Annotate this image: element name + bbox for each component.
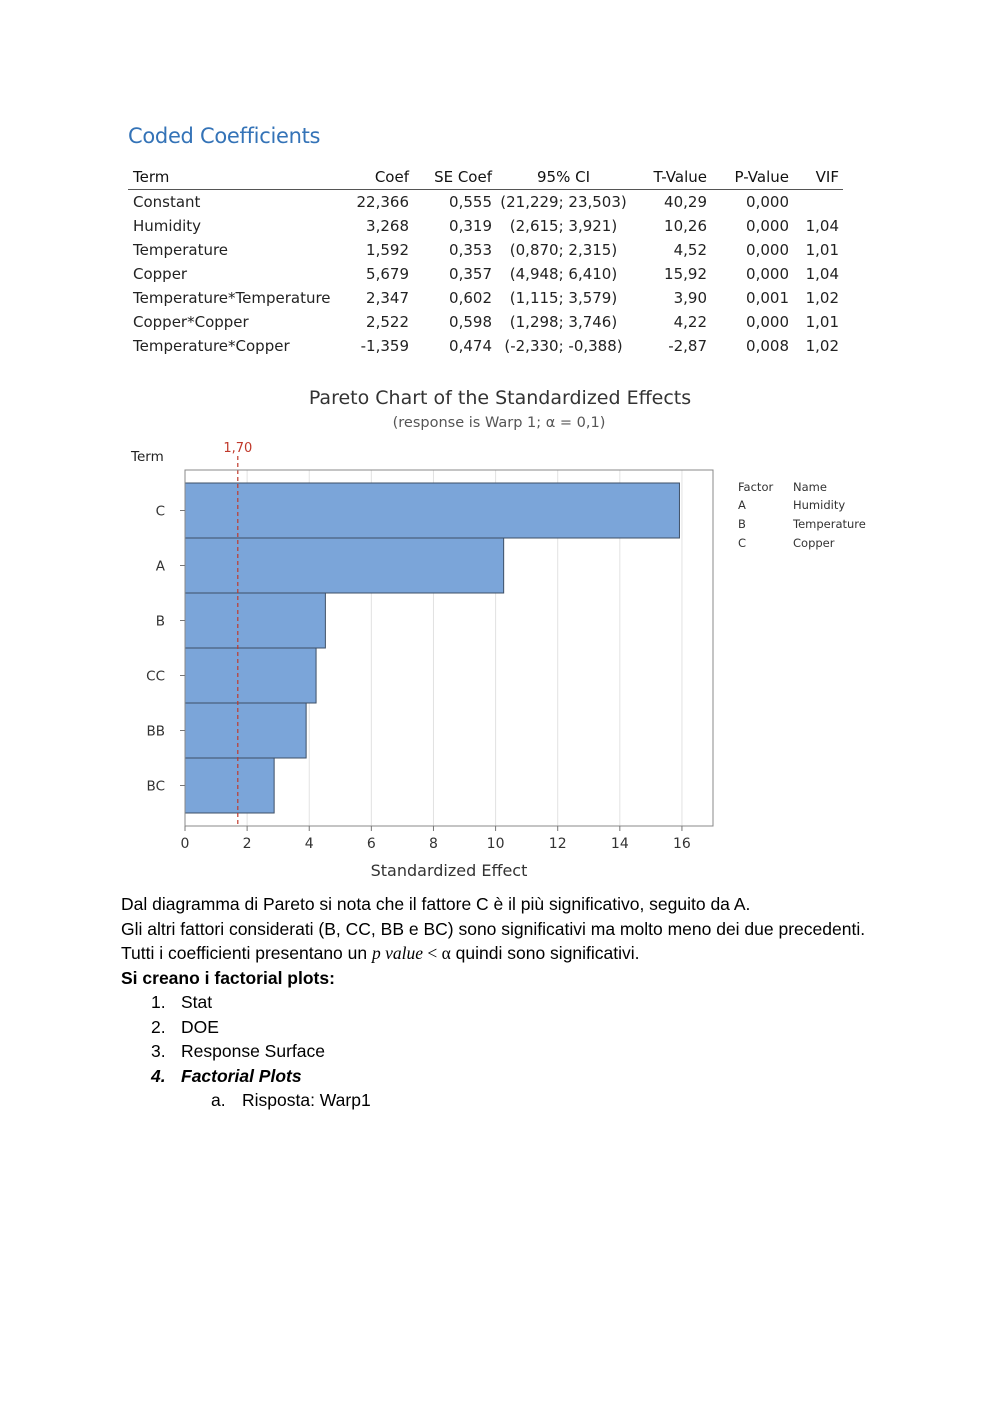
cell-p-value: 0,000 (746, 265, 789, 283)
table-row (128, 286, 843, 310)
cell-coef: 5,679 (366, 265, 409, 283)
cell-term: Copper (133, 265, 188, 283)
cell-vif: 1,01 (805, 241, 839, 259)
cell-term: Humidity (133, 217, 202, 235)
legend-name-a: Humidity (793, 498, 846, 512)
reference-line-label: 1,70 (223, 441, 253, 456)
cell-coef: -1,359 (360, 337, 409, 355)
step-label: Response Surface (181, 1041, 325, 1061)
cell-vif: 1,01 (805, 313, 839, 331)
table-row (128, 310, 843, 334)
cell-ci: (0,870; 2,315) (509, 241, 618, 259)
x-tick-label: 2 (242, 836, 252, 852)
cell-se-coef: 0,319 (449, 217, 492, 235)
bar-c (185, 483, 679, 538)
cell-p-value: 0,000 (746, 217, 789, 235)
header-se-coef: SE Coef (409, 165, 492, 190)
cell-p-value: 0,000 (746, 193, 789, 211)
y-axis-title: Term (131, 449, 164, 465)
legend-factor-c: C (738, 536, 747, 550)
header-vif: VIF (789, 165, 843, 190)
cell-ci: (1,115; 3,579) (509, 289, 618, 307)
p-value-text-before: Tutti i coefficienti presentano un (121, 943, 372, 963)
cell-coef: 2,347 (366, 289, 409, 307)
x-axis-ticks (181, 826, 691, 852)
cell-coef: 22,366 (356, 193, 409, 211)
p-value-operator: < α (423, 943, 451, 963)
paragraph-other-factors: Gli altri fattori considerati (B, CC, BB e BC) sono significativi ma molto meno dei due precedenti. (121, 918, 866, 939)
table-row (128, 190, 843, 215)
cell-p-value: 0,000 (746, 241, 789, 259)
list-item (121, 1015, 881, 1040)
coefficients-table (128, 165, 843, 358)
cell-t-value: -2,87 (668, 337, 707, 355)
cell-vif: 1,02 (805, 289, 839, 307)
legend-header-factor: Factor (738, 480, 774, 494)
x-tick-label: 16 (673, 836, 691, 852)
x-axis-title: Standardized Effect (370, 861, 528, 880)
cell-coef: 1,592 (366, 241, 409, 259)
legend-factor-b: B (738, 517, 746, 531)
document-body (121, 892, 881, 1113)
chart-bars (185, 483, 679, 813)
y-axis-ticks (146, 504, 185, 795)
table-row (128, 214, 843, 238)
cell-ci: (-2,330; -0,388) (504, 337, 623, 355)
legend-name-b: Temperature (793, 517, 866, 531)
cell-p-value: 0,000 (746, 313, 789, 331)
step-label: Stat (181, 992, 213, 1012)
cell-vif: 1,04 (805, 265, 839, 283)
cell-coef: 3,268 (366, 217, 409, 235)
header-p-value: P-Value (707, 165, 789, 190)
x-tick-label: 0 (180, 836, 190, 852)
x-tick-label: 6 (366, 836, 376, 852)
step-label: DOE (181, 1016, 219, 1037)
cell-se-coef: 0,555 (449, 193, 492, 211)
steps-heading: Si creano i factorial plots: (121, 967, 335, 988)
table-header-row (128, 165, 843, 190)
step-number: 2. (151, 1016, 166, 1037)
x-tick-label: 12 (548, 836, 567, 852)
y-tick-label: BB (146, 723, 165, 740)
chart-legend (738, 480, 866, 550)
bar-bc (185, 758, 274, 813)
x-tick-label: 4 (304, 836, 314, 852)
cell-ci: (21,229; 23,503) (500, 193, 627, 211)
header-t-value: T-Value (635, 165, 707, 190)
x-tick-label: 8 (429, 836, 438, 852)
header-term: Term (128, 165, 345, 190)
cell-t-value: 3,90 (673, 289, 707, 307)
cell-se-coef: 0,602 (449, 289, 492, 307)
legend-factor-a: A (738, 498, 746, 512)
header-ci: 95% CI (492, 165, 635, 190)
table-row (128, 334, 843, 358)
chart-title: Pareto Chart of the Standardized Effects (308, 387, 692, 409)
table-row (128, 262, 843, 286)
sub-steps-list (121, 1088, 881, 1113)
cell-se-coef: 0,474 (449, 337, 492, 355)
bar-bb (185, 703, 306, 758)
step-label: Factorial Plots (181, 1065, 302, 1086)
cell-ci: (4,948; 6,410) (509, 265, 618, 283)
list-item (121, 1088, 881, 1113)
paragraph-p-value (121, 941, 881, 966)
cell-t-value: 4,22 (673, 313, 707, 331)
chart-subtitle: (response is Warp 1; α = 0,1) (392, 415, 606, 431)
cell-vif (789, 190, 843, 215)
cell-p-value: 0,001 (746, 289, 789, 307)
y-tick-label: CC (146, 668, 165, 685)
cell-vif: 1,04 (805, 217, 839, 235)
y-tick-label: A (155, 558, 165, 575)
y-tick-label: B (155, 613, 165, 630)
cell-term: Temperature*Copper (133, 337, 290, 355)
cell-term: Temperature*Temperature (133, 289, 331, 307)
cell-term: Constant (133, 193, 201, 211)
steps-list (121, 990, 881, 1088)
step-number: 1. (151, 992, 166, 1012)
cell-t-value: 4,52 (673, 241, 707, 259)
cell-t-value: 10,26 (664, 217, 707, 235)
x-tick-label: 10 (486, 836, 505, 852)
table-row (128, 238, 843, 262)
cell-se-coef: 0,357 (449, 265, 492, 283)
list-item (121, 1039, 881, 1064)
cell-se-coef: 0,353 (449, 241, 492, 259)
paragraph-pareto-conclusion: Dal diagramma di Pareto si nota che il fattore C è il più significativo, seguito da A. (121, 894, 751, 914)
list-item (121, 1064, 881, 1089)
step-number: 4. (151, 1065, 166, 1086)
bar-b (185, 593, 325, 648)
substep-number: a. (211, 1090, 226, 1110)
cell-p-value: 0,008 (746, 337, 789, 355)
cell-t-value: 15,92 (664, 265, 707, 283)
legend-header-name: Name (793, 480, 827, 494)
bar-cc (185, 648, 316, 703)
y-tick-label: C (155, 503, 165, 520)
cell-vif: 1,02 (805, 337, 839, 355)
step-number: 3. (151, 1041, 166, 1061)
substep-label: Risposta: Warp1 (242, 1090, 371, 1110)
legend-name-c: Copper (793, 536, 835, 550)
cell-ci: (1,298; 3,746) (509, 313, 618, 331)
header-coef: Coef (345, 165, 409, 190)
bar-a (185, 538, 504, 593)
list-item (121, 990, 881, 1015)
coded-coefficients-title: Coded Coefficients (128, 124, 321, 148)
cell-ci: (2,615; 3,921) (509, 217, 618, 235)
p-value-math: p value (371, 943, 424, 963)
y-tick-label: BC (146, 778, 165, 795)
cell-t-value: 40,29 (664, 193, 707, 211)
cell-coef: 2,522 (366, 313, 409, 331)
cell-se-coef: 0,598 (449, 313, 492, 331)
pareto-chart (0, 370, 1000, 885)
cell-term: Temperature (133, 241, 229, 259)
cell-term: Copper*Copper (133, 313, 249, 331)
x-tick-label: 14 (610, 836, 629, 852)
p-value-text-after: quindi sono significativi. (450, 943, 640, 963)
